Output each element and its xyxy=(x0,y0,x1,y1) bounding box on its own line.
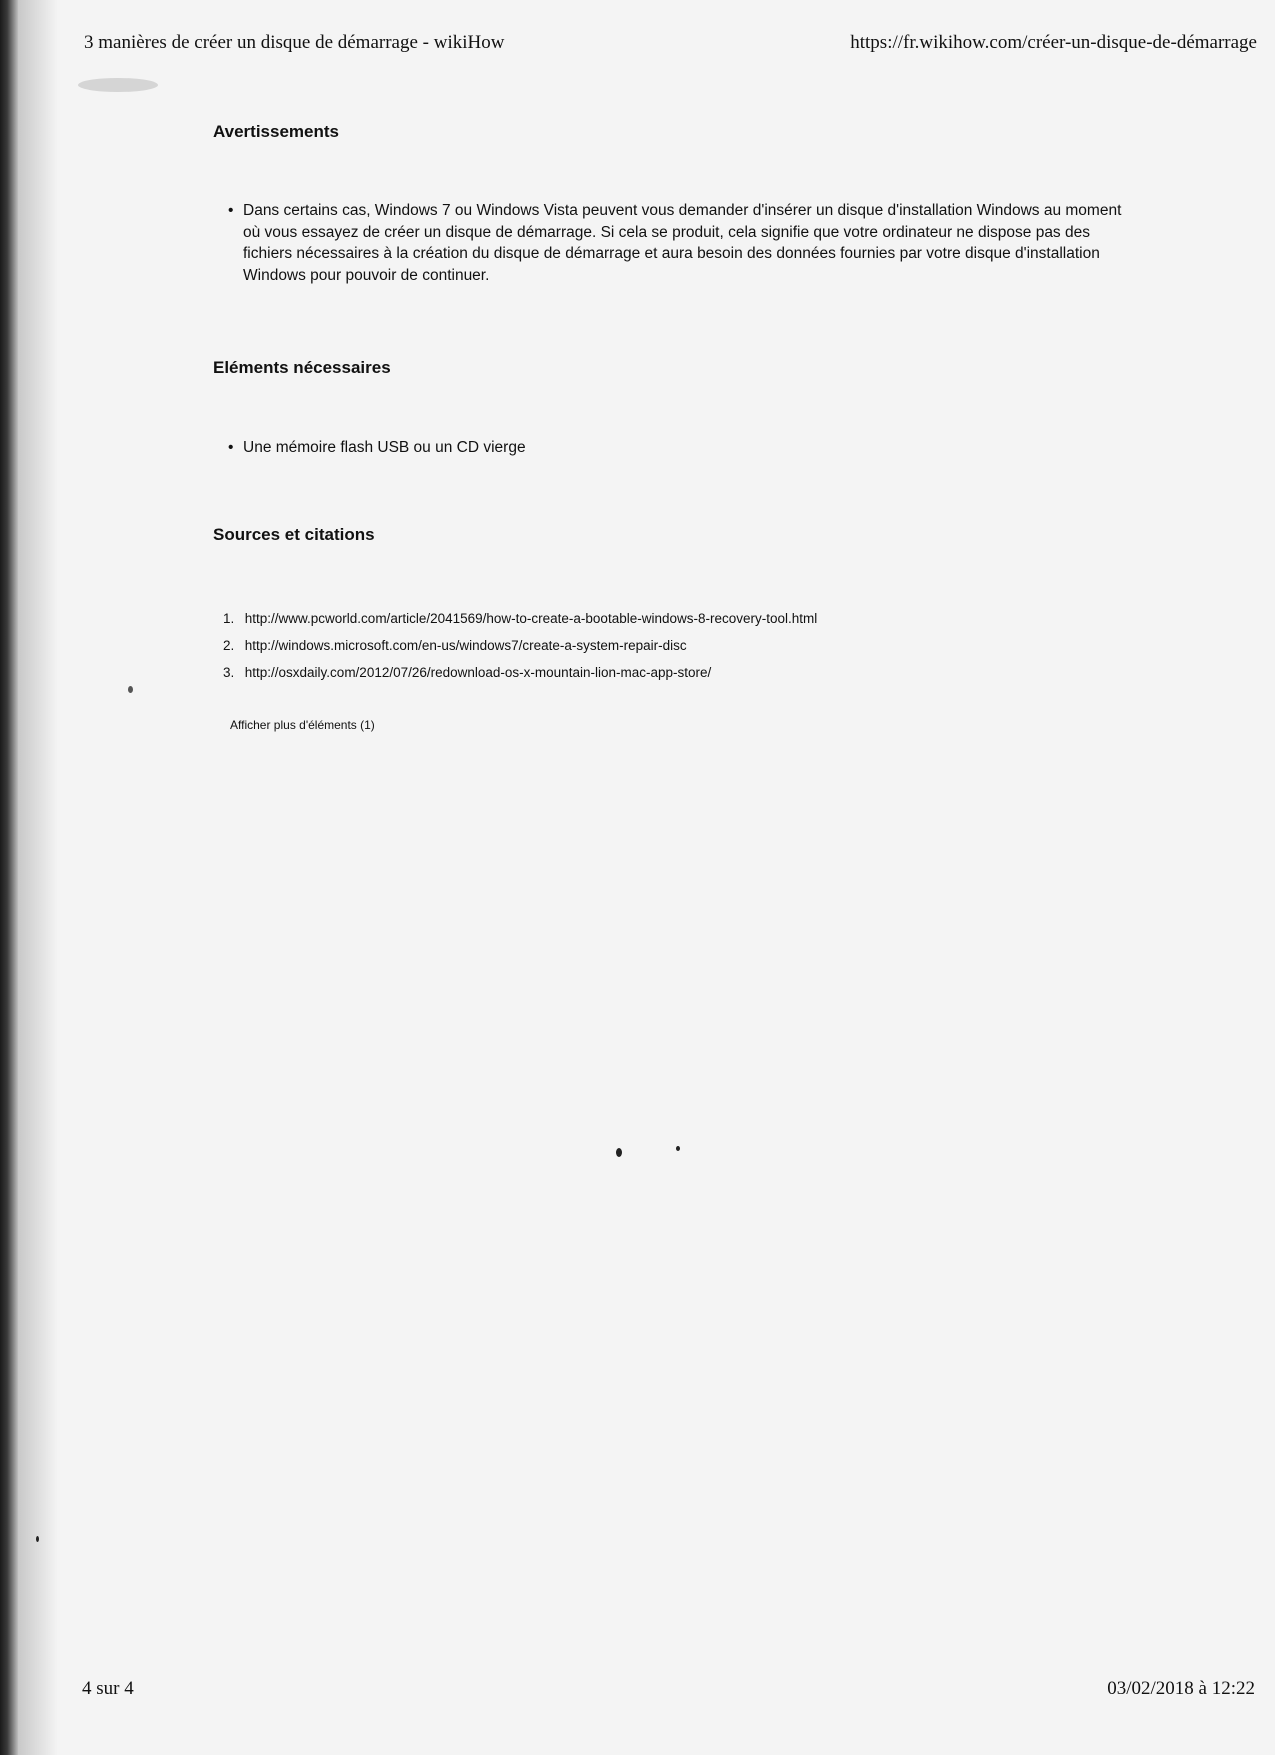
source-link[interactable]: http://osxdaily.com/2012/07/26/redownload-os-x-mountain-lion-mac-app-store/ xyxy=(244,665,712,680)
source-number: 2. xyxy=(223,638,235,653)
source-link[interactable]: http://www.pcworld.com/article/2041569/how-to-create-a-bootable-windows-8-recovery-tool.html xyxy=(244,611,818,626)
source-item xyxy=(223,605,817,632)
sources-list xyxy=(223,605,817,686)
source-link[interactable]: http://windows.microsoft.com/en-us/windows7/create-a-system-repair-disc xyxy=(244,638,687,653)
scan-speck xyxy=(676,1146,680,1151)
warning-item: • Dans certains cas, Windows 7 ou Windows Vista peuvent vous demander d'insérer un disque d'installation Windows au moment où vous essayez de créer un disque de démarrage. Si cela se produit, cela signifie que votre ordinateur ne dispose pas des fichiers nécessaires à la création du disque de démarrage et aura besoin des données fournies par votre disque d'installation Windows pour pouvoir de continuer. xyxy=(228,200,1138,286)
scan-speck xyxy=(36,1536,39,1542)
source-number: 3. xyxy=(223,665,235,680)
things-needed-heading: Eléments nécessaires xyxy=(213,358,391,377)
print-footer-page-number: 4 sur 4 xyxy=(82,1678,134,1699)
print-footer-timestamp: 03/02/2018 à 12:22 xyxy=(1107,1678,1255,1699)
warnings-list xyxy=(228,200,1138,286)
scan-smudge xyxy=(78,78,158,92)
scan-speck xyxy=(616,1148,622,1157)
show-more-sources-link[interactable]: Afficher plus d'éléments (1) xyxy=(230,718,375,732)
things-needed-list xyxy=(228,437,1138,459)
things-needed-item: • Une mémoire flash USB ou un CD vierge xyxy=(228,437,1138,459)
scan-speck xyxy=(128,686,133,693)
print-header-title: 3 manières de créer un disque de démarrage - wikiHow xyxy=(84,32,505,53)
sources-heading: Sources et citations xyxy=(213,525,375,544)
print-header-url: https://fr.wikihow.com/créer-un-disque-de-démarrage xyxy=(850,32,1257,53)
warnings-heading: Avertissements xyxy=(213,122,339,141)
source-number: 1. xyxy=(223,611,235,626)
source-item xyxy=(223,632,817,659)
source-item xyxy=(223,659,817,686)
